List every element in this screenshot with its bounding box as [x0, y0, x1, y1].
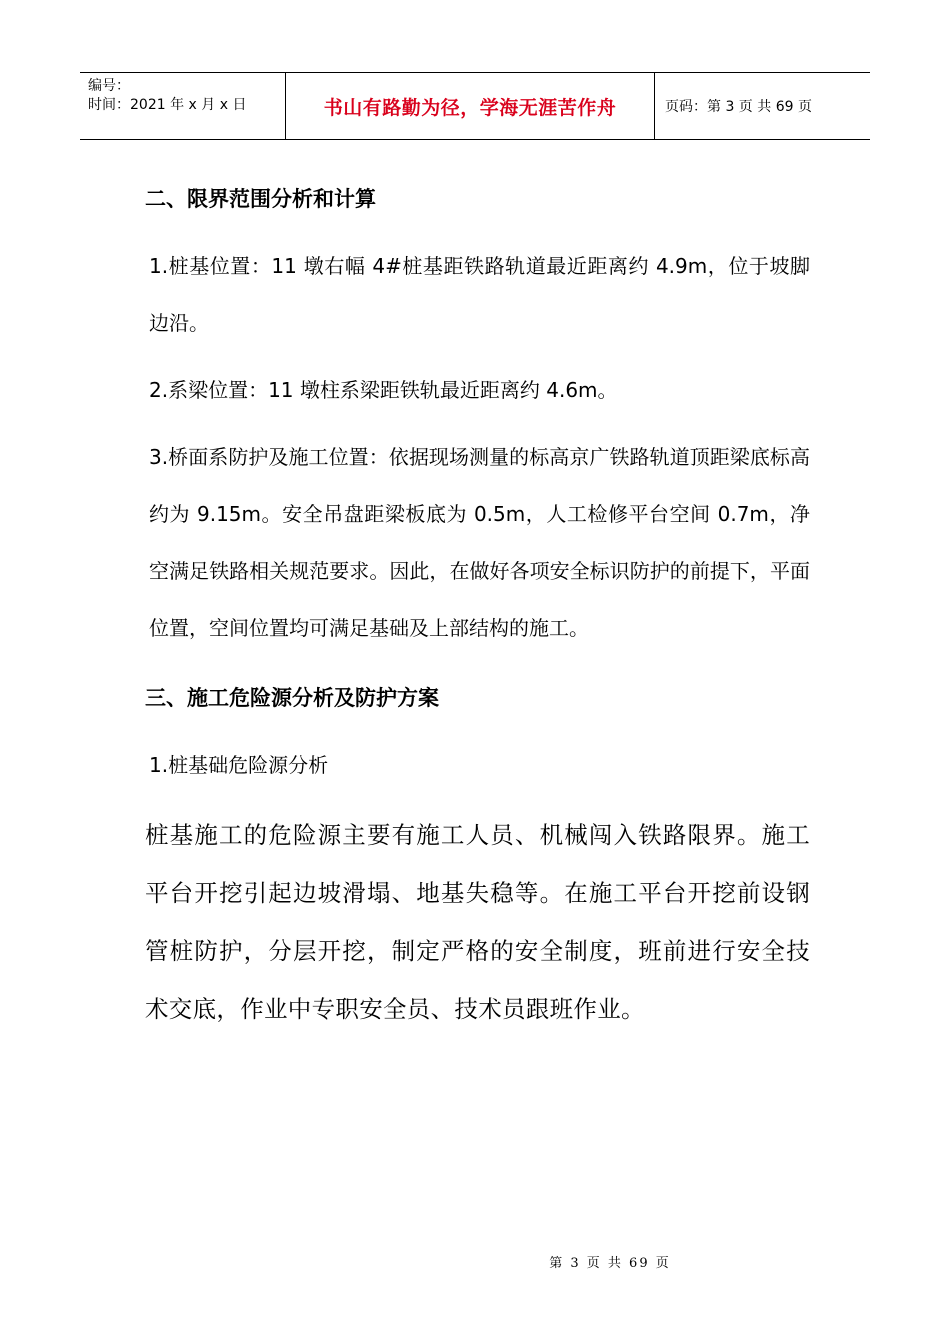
document-number-label: 编号：	[88, 78, 130, 94]
paragraph-pile-position: 1.桩基位置：11 墩右幅 4#桩基距铁路轨道最近距离约 4.9m，位于坡脚边沿。	[149, 254, 810, 335]
document-time-label: 时间：2021 年 x 月 x 日	[88, 97, 247, 113]
paragraph-deck-protection: 3.桥面系防护及施工位置：依据现场测量的标高京广铁路轨道顶距梁底标高约为 9.15m。安全吊盘距梁板底为 0.5m，人工检修平台空间 0.7m，净空满足铁路相关规范要求。因此，在做好各项安全标识防护的前提下，平面位置，空间位置均可满足基础及上部结构的施工。	[149, 445, 810, 640]
page-header	[80, 72, 870, 140]
header-meta	[80, 73, 285, 139]
document-body	[145, 170, 810, 1038]
page-footer: 第 3 页 共 69 页	[549, 1256, 671, 1271]
section-heading-2: 二、限界范围分析和计算	[145, 187, 376, 211]
header-page-info: 页码：第 3 页 共 69 页	[665, 99, 812, 115]
paragraph-tie-beam-position: 2.系梁位置：11 墩柱系梁距铁轨最近距离约 4.6m。	[149, 378, 618, 402]
subheading-pile-hazard: 1.桩基础危险源分析	[149, 753, 329, 777]
paragraph-hazard-analysis: 桩基施工的危险源主要有施工人员、机械闯入铁路限界。施工平台开挖引起边坡滑塌、地基失稳等。在施工平台开挖前设钢管桩防护，分层开挖，制定严格的安全制度，班前进行安全技术交底，作业中专职安全员、技术员跟班作业。	[145, 821, 810, 1023]
header-motto: 书山有路勤为径，学海无涯苦作舟	[285, 73, 655, 139]
section-heading-3: 三、施工危险源分析及防护方案	[145, 686, 439, 710]
